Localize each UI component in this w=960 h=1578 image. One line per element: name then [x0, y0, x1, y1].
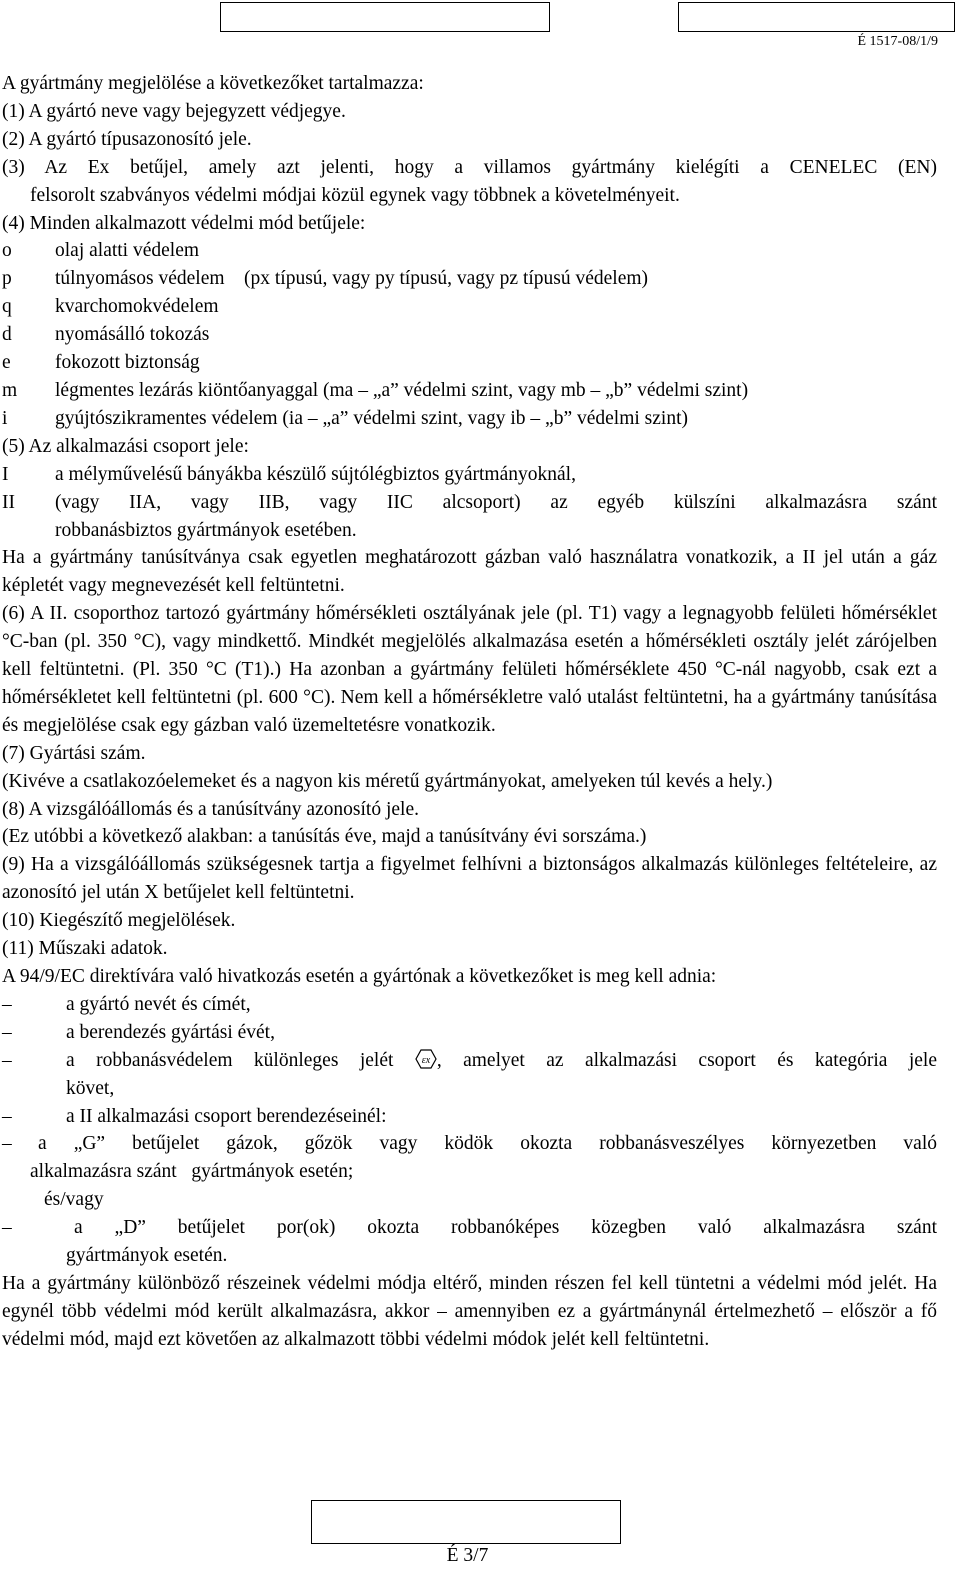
group-text: a mélyművelésű bányákba készülő sújtólégbiztos gyártmányoknál,: [55, 463, 576, 485]
mode-code: q: [2, 296, 12, 318]
protection-mode-row: [2, 265, 937, 293]
mode-text: kvarchomokvédelem: [55, 296, 219, 318]
item-11: (11) Műszaki adatok.: [2, 938, 168, 960]
ex-hexagon-icon: [415, 1049, 437, 1069]
svg-text:εx: εx: [421, 1054, 431, 1066]
gas-note: Ha a gyártmány tanúsítványa csak egyetlen meghatározott gázban való használatra vonatkozik, a II jel után a gáz képletét vagy megnevezését kell feltüntetni.: [2, 547, 937, 597]
header-box-left: [220, 2, 550, 32]
protection-mode-row: [2, 405, 937, 433]
dash-bullet: –: [2, 1021, 12, 1043]
and-or-text: és/vagy: [44, 1189, 104, 1211]
item-7-note: (Kivéve a csatlakozóelemeket és a nagyon kis méretű gyártmányokat, amelyeken túl kevés a hely.): [2, 770, 773, 792]
item-8: (8) A vizsgálóállomás és a tanúsítvány azonosító jele.: [2, 798, 419, 820]
protection-mode-row: [2, 293, 937, 321]
mode-text: nyomásálló tokozás: [55, 324, 210, 346]
footer-box: [311, 1500, 621, 1544]
dash-bullet: –: [2, 1217, 12, 1239]
protection-mode-list: [2, 237, 937, 432]
mode-code: e: [2, 352, 11, 374]
g-marking-text-continued: alkalmazásra szánt gyártmányok esetén;: [30, 1161, 354, 1183]
group-text-continued: robbanásbiztos gyártmányok esetében.: [55, 519, 357, 541]
item-1: (1) A gyártó neve vagy bejegyzett védjegye.: [2, 100, 346, 122]
mode-text: gyújtószikramentes védelem (ia – „a” védelmi szint, vagy ib – „b” védelmi szint): [55, 407, 688, 429]
header-box-right: [678, 2, 955, 32]
requirement-text-continued: követ,: [66, 1077, 115, 1099]
requirement-text: a II alkalmazási csoport berendezéseinél:: [66, 1105, 387, 1127]
item-9: (9) Ha a vizsgálóállomás szükségesnek tartja a figyelmet felhívni a biztonságos alkalmazás különleges feltételeire, az azonosító jel után X betűjelet kell feltüntetni.: [2, 854, 937, 904]
item-4-title: (4) Minden alkalmazott védelmi mód betűjele:: [2, 212, 366, 234]
group-ii-item: [2, 1214, 937, 1242]
group-code: II: [2, 491, 15, 513]
item-2: (2) A gyártó típusazonosító jele.: [2, 128, 252, 150]
mode-code: p: [2, 268, 12, 290]
dash-bullet: –: [2, 993, 12, 1015]
intro-line: A gyártmány megjelölése a következőket tartalmazza:: [2, 73, 424, 94]
group-row: [2, 461, 937, 489]
protection-mode-row: [2, 349, 937, 377]
item-10: (10) Kiegészítő megjelölések.: [2, 910, 236, 932]
protection-mode-row: [2, 321, 937, 349]
requirement-item: [2, 1047, 937, 1075]
item-3-line-1: (3) Az Ex betűjel, amely azt jelenti, hogy a villamos gyártmány kielégíti a CENELEC (EN): [2, 156, 937, 178]
directive-intro: A 94/9/EC direktívára való hivatkozás esetén a gyártónak a következőket is meg kell adnia:: [2, 966, 717, 987]
protection-mode-row: [2, 237, 937, 265]
d-marking-text-continued: gyártmányok esetén.: [66, 1245, 228, 1267]
group-row: [2, 489, 937, 545]
mode-code: o: [2, 240, 12, 262]
item-6: (6) A II. csoporthoz tartozó gyártmány hőmérsékleti osztályának jele (pl. T1) vagy a legnagyobb felületi hőmérséklet °C-ban (pl. 350 °C), vagy mindkettő. Mindkét megjelölés alkalmazása esetén a hőmérsékleti osztály jelét zárójelben kell feltüntetni. (Pl. 350 °C (T1).) Ha azonban a gyártmány felületi hőmérséklete 450 °C-nál nagyobb, csak ezt a hőmérsékletet kell feltüntetni (pl. 600 °C). Nem kell a hőmérsékletre való utalást feltüntetni, ha a gyártmány tanúsítása és megjelölése csak egy gázban való üzemeltetésre vonatkozik.: [2, 603, 937, 736]
dash-bullet: –: [2, 1105, 12, 1127]
page-number: É 3/7: [446, 1545, 489, 1566]
item-3-line-2: felsorolt szabványos védelmi módjai közül egynek vagy többnek a követelményeit.: [30, 184, 680, 206]
mode-text: olaj alatti védelem: [55, 240, 200, 262]
requirement-text-a: a robbanásvédelem különleges jelét: [66, 1049, 394, 1071]
mode-code: i: [2, 407, 8, 429]
protection-mode-row: [2, 377, 937, 405]
mode-text: túlnyomásos védelem (px típusú, vagy py típusú, vagy pz típusú védelem): [55, 268, 649, 290]
item-5-title: (5) Az alkalmazási csoport jele:: [2, 435, 249, 457]
requirement-item: [2, 1103, 937, 1131]
document-code: É 1517-08/1/9: [857, 34, 938, 49]
item-7: (7) Gyártási szám.: [2, 742, 146, 764]
requirement-item: [2, 991, 937, 1019]
requirement-text-b: , amelyet az alkalmazási csoport és kategória jele: [436, 1049, 937, 1071]
requirement-text: [66, 1047, 937, 1075]
group-code: I: [2, 463, 9, 485]
requirement-item: [2, 1019, 937, 1047]
closing-paragraph: Ha a gyártmány különböző részeinek védelmi módja eltérő, minden részen fel kell tüntetni a védelmi mód jelét. Ha egynél több védelmi mód került alkalmazásra, akkor – amennyiben ez a gyártmánynál értelmezhető – először a fő védelmi mód, majd ezt követően az alkalmazott többi védelmi módok jelét kell feltüntetni.: [2, 1272, 937, 1350]
g-marking-text: a „G” betűjelet gázok, gőzök vagy ködök okozta robbanásveszélyes környezetben való: [38, 1133, 937, 1155]
group-text: (vagy IIA, vagy IIB, vagy IIC alcsoport) az egyéb külszíni alkalmazásra szánt: [55, 491, 937, 513]
mode-code: m: [2, 379, 18, 401]
mode-code: d: [2, 324, 12, 346]
mode-text: légmentes lezárás kiöntőanyaggal (ma – „a” védelmi szint, vagy mb – „b” védelmi szint): [55, 379, 749, 401]
mode-text: fokozott biztonság: [55, 352, 200, 374]
d-marking-text: a „D” betűjelet por(ok) okozta robbanóképes közegben való alkalmazásra szánt: [74, 1217, 937, 1239]
document-body: [2, 70, 937, 1354]
dash-bullet: –: [2, 1133, 12, 1155]
item-8-note: (Ez utóbbi a következő alakban: a tanúsítás éve, majd a tanúsítvány évi sorszáma.): [2, 826, 647, 848]
dash-bullet: –: [2, 1049, 12, 1071]
requirement-text: a berendezés gyártási évét,: [66, 1021, 275, 1043]
group-ii-item: [2, 1130, 937, 1158]
requirement-text: a gyártó nevét és címét,: [66, 993, 251, 1015]
